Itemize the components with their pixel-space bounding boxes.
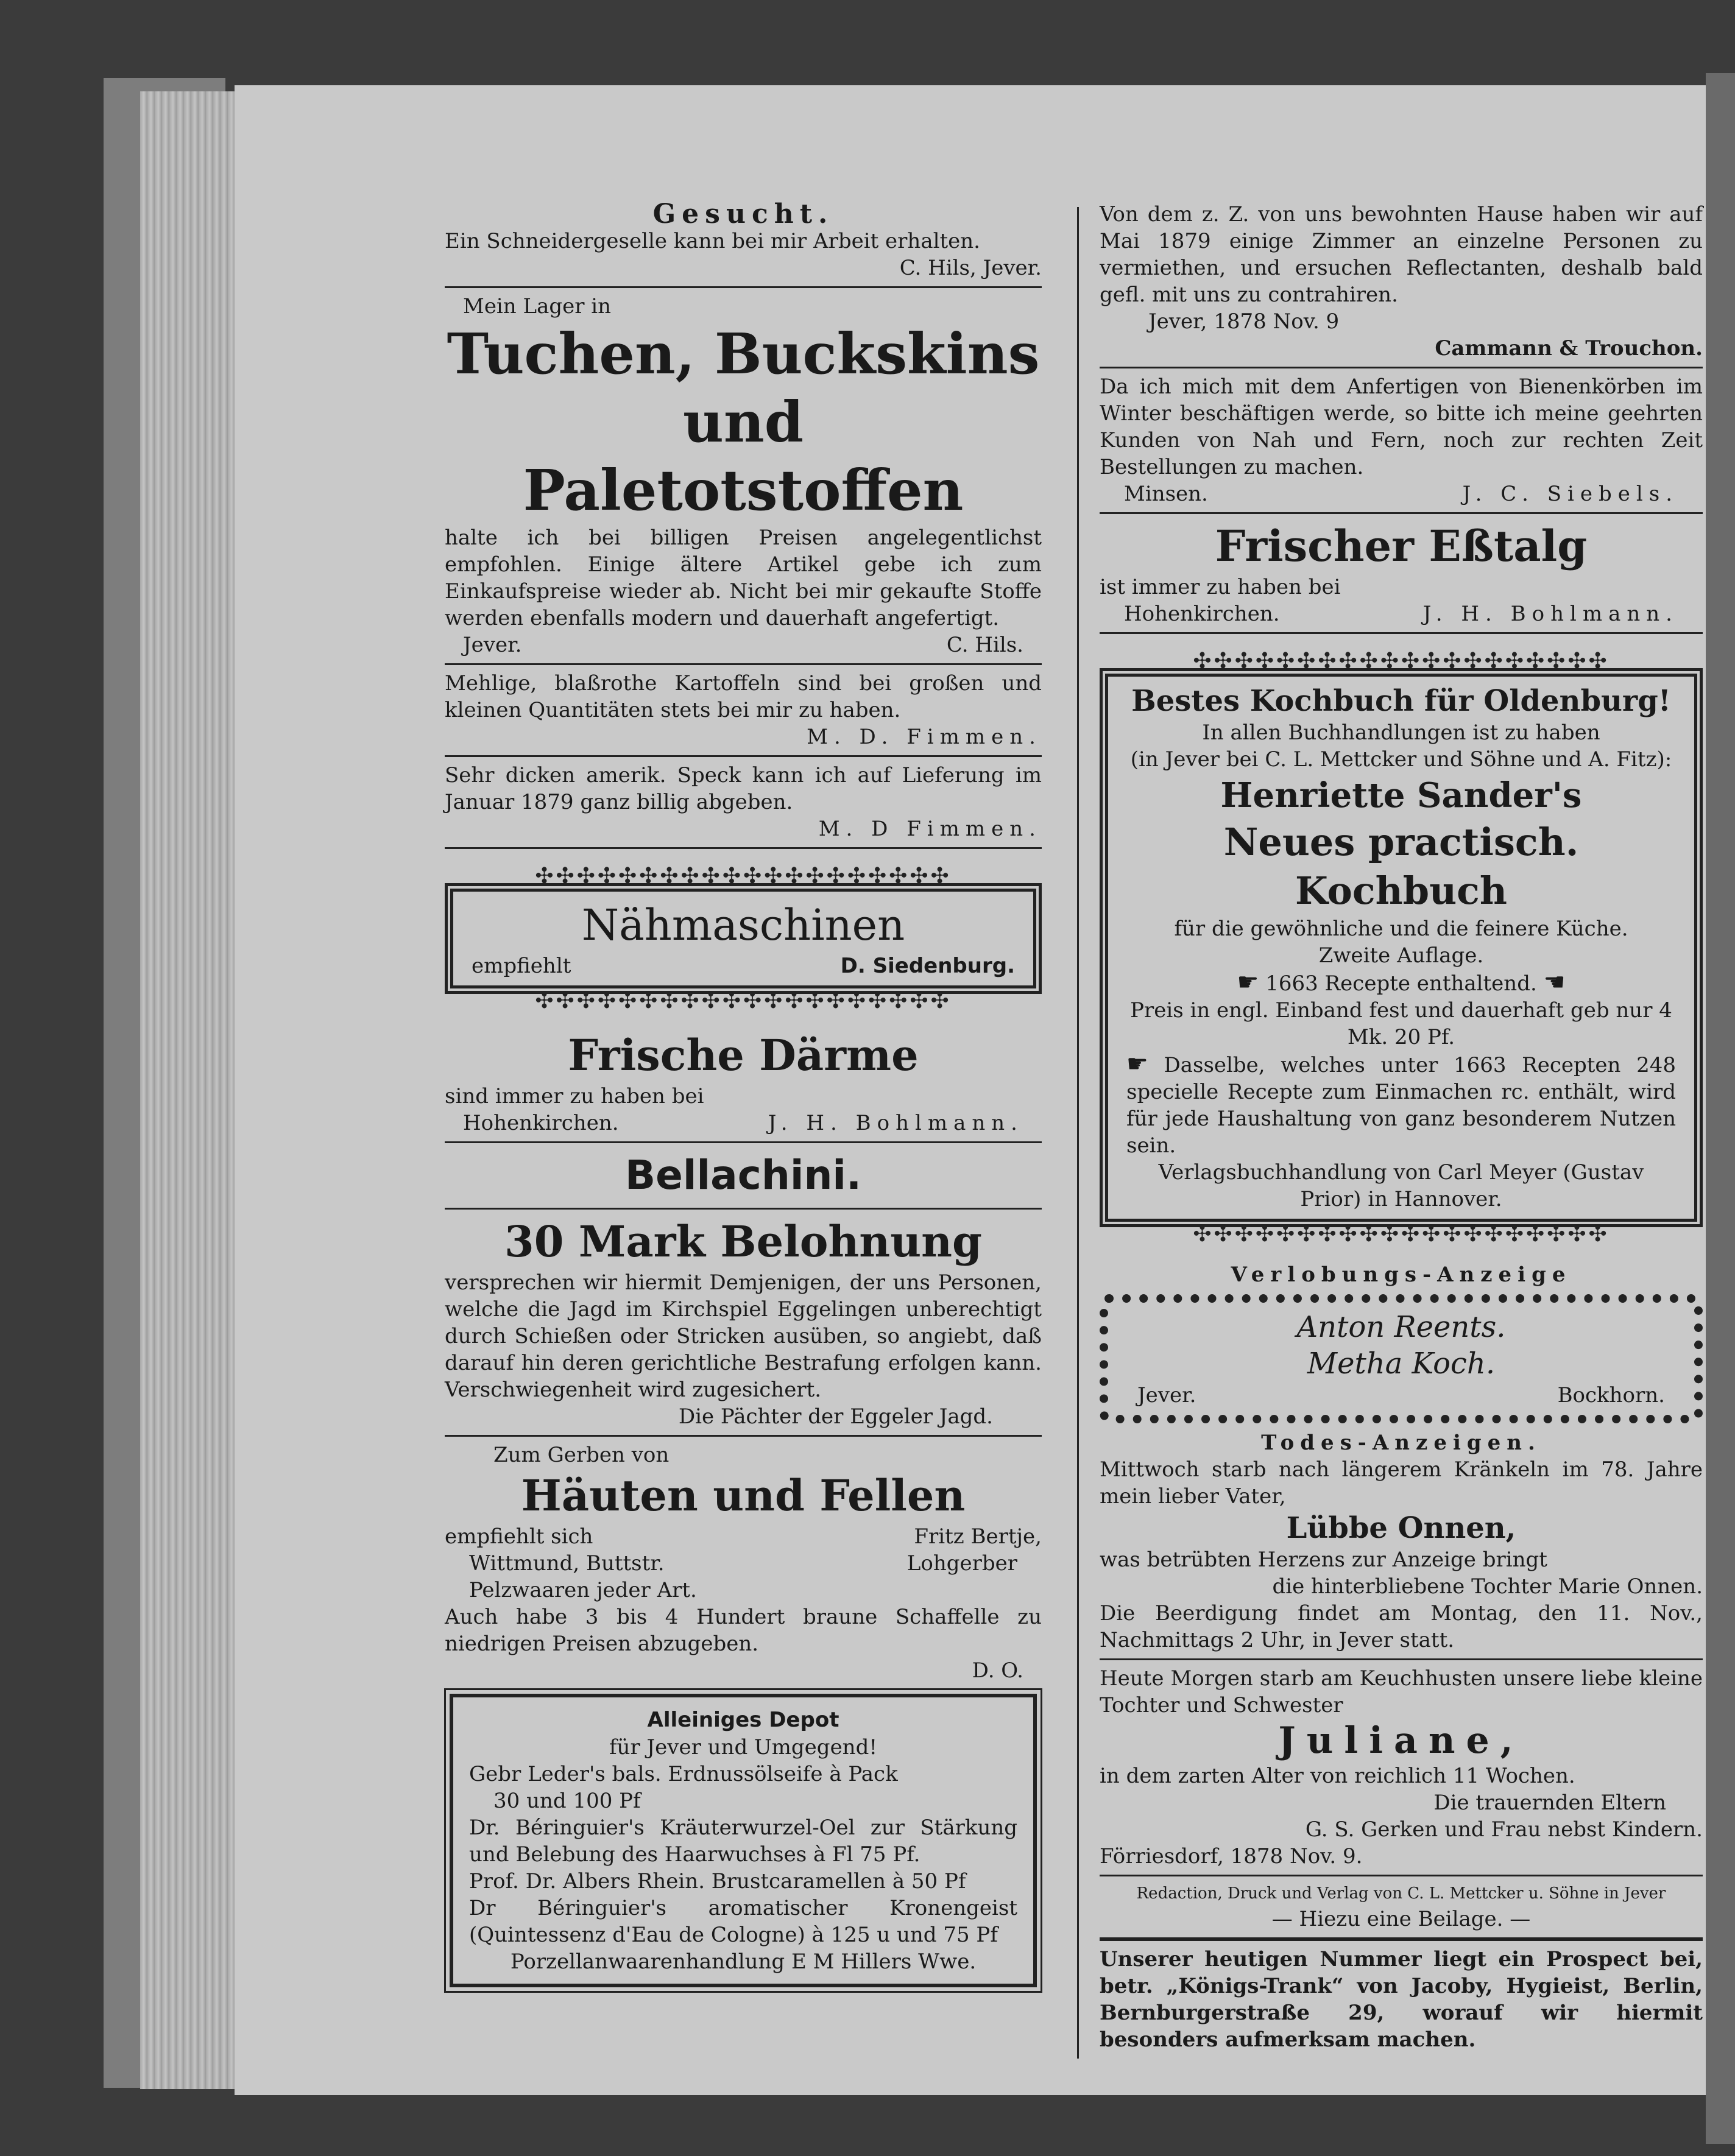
ad-signer: M. D Fimmen.	[818, 817, 1042, 841]
ad-line-text: Dasselbe, welches unter 1663 Recepten 248 specielle Recepte zum Einmachen rc. enthält, wird für jede Haushaltung von ganz besonderem Nutzen sein.	[1126, 1053, 1676, 1158]
ad-text: Da ich mich mit dem Anfertigen von Bienenkörben im Winter beschäftigen werde, so bitte ich meine geehrten Kunden von Nah und Fern, noch zur rechten Zeit Bestellungen zu machen.	[1100, 375, 1703, 479]
ad-text: sind immer zu haben bei	[445, 1084, 704, 1108]
ad-title: ✣✣✣✣✣✣✣✣✣✣✣✣✣✣✣✣✣✣✣✣ Bestes Kochbuch für Oldenburg!	[1131, 684, 1671, 718]
ad-line: Dr. Béringuier's Kräuterwurzel-Oel zur Stärkung und Belebung des Haarwuchses à Fl 75 Pf.	[469, 1816, 1017, 1867]
ad-line-text: 1663 Recepte enthaltend.	[1265, 971, 1537, 996]
ad-signature	[445, 632, 1042, 658]
ad-text: Heute Morgen starb am Keuchhusten unsere liebe kleine Tochter und Schwester	[1100, 1666, 1703, 1717]
ad-text: Mehlige, blaßrothe Kartoffeln sind bei großen und kleinen Quantitäten stets bei mir zu haben.	[445, 671, 1042, 722]
ad-text: was betrübten Herzens zur Anzeige bringt	[1100, 1548, 1547, 1572]
ad-title-2: Paletotstoffen	[523, 457, 964, 523]
ad-name: Juliane,	[1278, 1719, 1524, 1762]
verlobung-box	[1100, 1294, 1703, 1423]
pointing-hand-right-icon: ☛	[1237, 968, 1259, 996]
pointing-hand-right-icon: ☛	[1126, 1050, 1148, 1078]
ad-text: Mittwoch starb nach längerem Kränkeln im 78. Jahre mein lieber Vater,	[1100, 1457, 1703, 1509]
book-right-edge	[1706, 73, 1735, 2144]
ad-todes	[1100, 1429, 1703, 1654]
ad-signer: Die Pächter der Eggeler Jagd.	[678, 1404, 993, 1429]
ad-esstalg	[1100, 519, 1703, 627]
ad-signer: J. H. Bohlmann.	[1422, 602, 1678, 626]
ad-line	[1126, 969, 1676, 997]
ad-line: Gebr Leder's bals. Erdnussölseife à Pack	[469, 1762, 898, 1786]
impressum-line: — Hiezu eine Beilage. —	[1271, 1907, 1531, 1931]
ad-daerme	[445, 1028, 1042, 1136]
ad-line: Porzellanwaarenhandlung E M Hillers Wwe.	[510, 1950, 977, 1974]
ad-speck	[445, 762, 1042, 842]
ad-prospect	[1100, 1946, 1703, 2053]
divider	[445, 755, 1042, 757]
divider	[1100, 1658, 1703, 1660]
divider	[445, 1208, 1042, 1210]
ad-left: Wittmund, Buttstr.	[469, 1551, 665, 1576]
left-column	[445, 110, 1042, 1997]
column-divider	[1077, 207, 1079, 2059]
ad-title: Todes-Anzeigen.	[1261, 1431, 1541, 1455]
ad-signature	[472, 953, 1015, 979]
ad-line	[445, 1550, 1042, 1577]
ad-text: Von dem z. Z. von uns bewohnten Hause haben wir auf Mai 1879 einige Zimmer an einzelne Personen zu vermiethen, und ersuchen Reflectanten, deshalb bald gefl. mit uns zu contrahiren.	[1100, 202, 1703, 307]
ad-signature	[1100, 601, 1703, 627]
ad-line	[1126, 1051, 1676, 1159]
ad-signature	[1125, 1382, 1677, 1409]
ad-line: für die gewöhnliche und die feinere Küche.	[1174, 917, 1628, 941]
ad-name: Anton Reents.	[1296, 1310, 1506, 1344]
ad-bienen	[1100, 373, 1703, 507]
book-page-edges	[140, 91, 238, 2089]
ad-left: empfiehlt sich	[445, 1524, 593, 1549]
ad-place: Jever.	[463, 633, 522, 657]
divider	[1100, 512, 1703, 514]
ad-title: Tuchen, Buckskins und	[447, 321, 1040, 455]
ad-signer: C. Hils.	[946, 633, 1023, 657]
ad-juliane	[1100, 1665, 1703, 1870]
ad-name: Lübbe Onnen,	[1286, 1511, 1516, 1545]
ad-verlobung	[1100, 1261, 1703, 1423]
ad-text: Die Beerdigung findet am Montag, den 11. Nov., Nachmittags 2 Uhr, in Jever statt.	[1100, 1601, 1703, 1652]
ad-subtitle: für Jever und Umgegend!	[609, 1735, 878, 1760]
ad-belohnung	[445, 1214, 1042, 1430]
ad-kartoffeln	[445, 670, 1042, 750]
ad-bellachini	[445, 1148, 1042, 1203]
divider	[1100, 367, 1703, 368]
right-column	[1100, 110, 1703, 2053]
ad-title: Bellachini.	[624, 1152, 862, 1199]
ad-left: empfiehlt	[472, 954, 571, 978]
ad-title: Frische Därme	[568, 1030, 919, 1080]
divider	[445, 847, 1042, 849]
ad-text: G. S. Gerken und Frau nebst Kindern.	[1305, 1817, 1703, 1842]
ad-left: Jever.	[1137, 1383, 1196, 1407]
ad-title: Gesucht.	[652, 199, 834, 230]
ad-line: In allen Buchhandlungen ist zu haben	[1202, 720, 1600, 745]
divider	[445, 1435, 1042, 1437]
ad-title: ✣✣✣✣✣✣✣✣✣✣✣✣✣✣✣✣✣✣✣✣ Nähmaschinen	[581, 900, 905, 950]
ad-signer: D. O.	[972, 1658, 1023, 1683]
ad-intro: Mein Lager in	[463, 294, 612, 319]
ad-signer: C. Hils, Jever.	[899, 256, 1042, 280]
pointing-hand-left-icon: ☚	[1543, 968, 1566, 996]
ad-line: Prof. Dr. Albers Rhein. Brustcaramellen à 50 Pf	[469, 1869, 966, 1894]
ad-name: Henriette Sander's	[1220, 775, 1582, 816]
ad-text: die hinterbliebene Tochter Marie Onnen.	[1272, 1574, 1703, 1599]
divider	[445, 1141, 1042, 1143]
ad-title: Häuten und Fellen	[521, 1470, 966, 1521]
ad-line: Dr Béringuier's aromatischer Kronengeist (Quintessenz d'Eau de Cologne) à 125 u und 75 Pf	[469, 1896, 1017, 1947]
divider	[445, 663, 1042, 665]
ad-haeute	[445, 1442, 1042, 1684]
ad-title: Frischer Eßtalg	[1215, 521, 1588, 571]
ad-text: Ein Schneidergeselle kann bei mir Arbeit erhalten.	[445, 229, 980, 253]
divider	[1100, 1937, 1703, 1941]
ad-signer: J. H. Bohlmann.	[768, 1111, 1023, 1135]
ad-signer: Cammann & Trouchon.	[1435, 336, 1703, 361]
ad-title: Alleiniges Depot	[647, 1708, 839, 1732]
divider	[1100, 632, 1703, 634]
ad-book-title: Neues practisch. Kochbuch	[1223, 820, 1579, 913]
ad-zimmer	[1100, 201, 1703, 362]
ad-naehmaschinen	[445, 883, 1042, 994]
ad-place: Minsen.	[1124, 482, 1208, 506]
ad-date: Jever, 1878 Nov. 9	[1148, 309, 1340, 334]
ad-right: Fritz Bertje,	[914, 1524, 1042, 1549]
ad-right: Bockhorn.	[1557, 1383, 1665, 1407]
ad-text: in dem zarten Alter von reichlich 11 Wochen.	[1100, 1764, 1575, 1788]
ad-right: Lohgerber	[906, 1551, 1017, 1576]
ad-place: Hohenkirchen.	[463, 1111, 619, 1135]
ad-tuchen	[445, 293, 1042, 658]
ad-line: 30 und 100 Pf	[493, 1789, 641, 1813]
ad-text: ist immer zu haben bei	[1100, 575, 1341, 599]
ad-line: Pelzwaaren jeder Art.	[469, 1578, 697, 1602]
divider	[445, 286, 1042, 288]
ad-line: Zweite Auflage.	[1318, 943, 1484, 968]
ad-line	[445, 1523, 1042, 1550]
impressum	[1100, 1881, 1703, 1932]
ad-signature	[445, 1110, 1042, 1136]
ad-depot	[450, 1694, 1037, 1987]
ad-text: Auch habe 3 bis 4 Hundert braune Schaffelle zu niedrigen Preisen abzugeben.	[445, 1605, 1042, 1656]
ad-signer: J. C. Siebels.	[1462, 482, 1678, 506]
ad-line: Preis in engl. Einband fest und dauerhaft geb nur 4 Mk. 20 Pf.	[1130, 998, 1672, 1049]
divider	[1100, 1875, 1703, 1876]
ad-place: Hohenkirchen.	[1124, 602, 1280, 626]
ad-line: (in Jever bei C. L. Mettcker und Söhne und A. Fitz):	[1130, 747, 1672, 772]
ad-signer: M. D. Fimmen.	[807, 725, 1042, 749]
ad-text: Unserer heutigen Nummer liegt ein Prospect bei, betr. „Königs-Trank“ von Jacoby, Hygieist, Berlin, Bernburgerstraße 29, worauf wir hiermit besonders aufmerksam machen.	[1100, 1947, 1703, 2052]
impressum-line: Redaction, Druck und Verlag von C. L. Mettcker u. Söhne in Jever	[1136, 1884, 1666, 1903]
ad-line: Verlagsbuchhandlung von Carl Meyer (Gustav Prior) in Hannover.	[1158, 1160, 1644, 1211]
ad-signature	[1100, 481, 1703, 507]
ad-text: Die trauernden Eltern	[1433, 1791, 1666, 1815]
ad-date: Förriesdorf, 1878 Nov. 9.	[1100, 1844, 1363, 1869]
ad-text: Sehr dicken amerik. Speck kann ich auf Lieferung im Januar 1879 ganz billig abgeben.	[445, 763, 1042, 814]
ad-intro: Zum Gerben von	[493, 1443, 670, 1467]
ad-gesucht	[445, 201, 1042, 281]
ad-title: 30 Mark Belohnung	[504, 1216, 982, 1267]
ad-text: halte ich bei billigen Preisen angelegentlichst empfohlen. Einige ältere Artikel gebe ich zum Einkaufspreise wieder ab. Nicht bei mir gekaufte Stoffe werden ebenfalls modern und dauerhaft angefertigt.	[445, 526, 1042, 630]
ad-text: versprechen wir hiermit Demjenigen, der uns Personen, welche die Jagd im Kirchspiel Eggelingen unberechtigt durch Schießen oder Stricken ausüben, so angiebt, daß darauf hin deren gerichtliche Bestrafung erfolgen kann. Verschwiegenheit wird zugesichert.	[445, 1270, 1042, 1402]
ad-signer: D. Siedenburg.	[840, 954, 1015, 978]
ad-kochbuch	[1100, 668, 1703, 1227]
ad-title: Verlobungs-Anzeige	[1231, 1263, 1572, 1287]
ad-name: Metha Koch.	[1307, 1347, 1496, 1381]
